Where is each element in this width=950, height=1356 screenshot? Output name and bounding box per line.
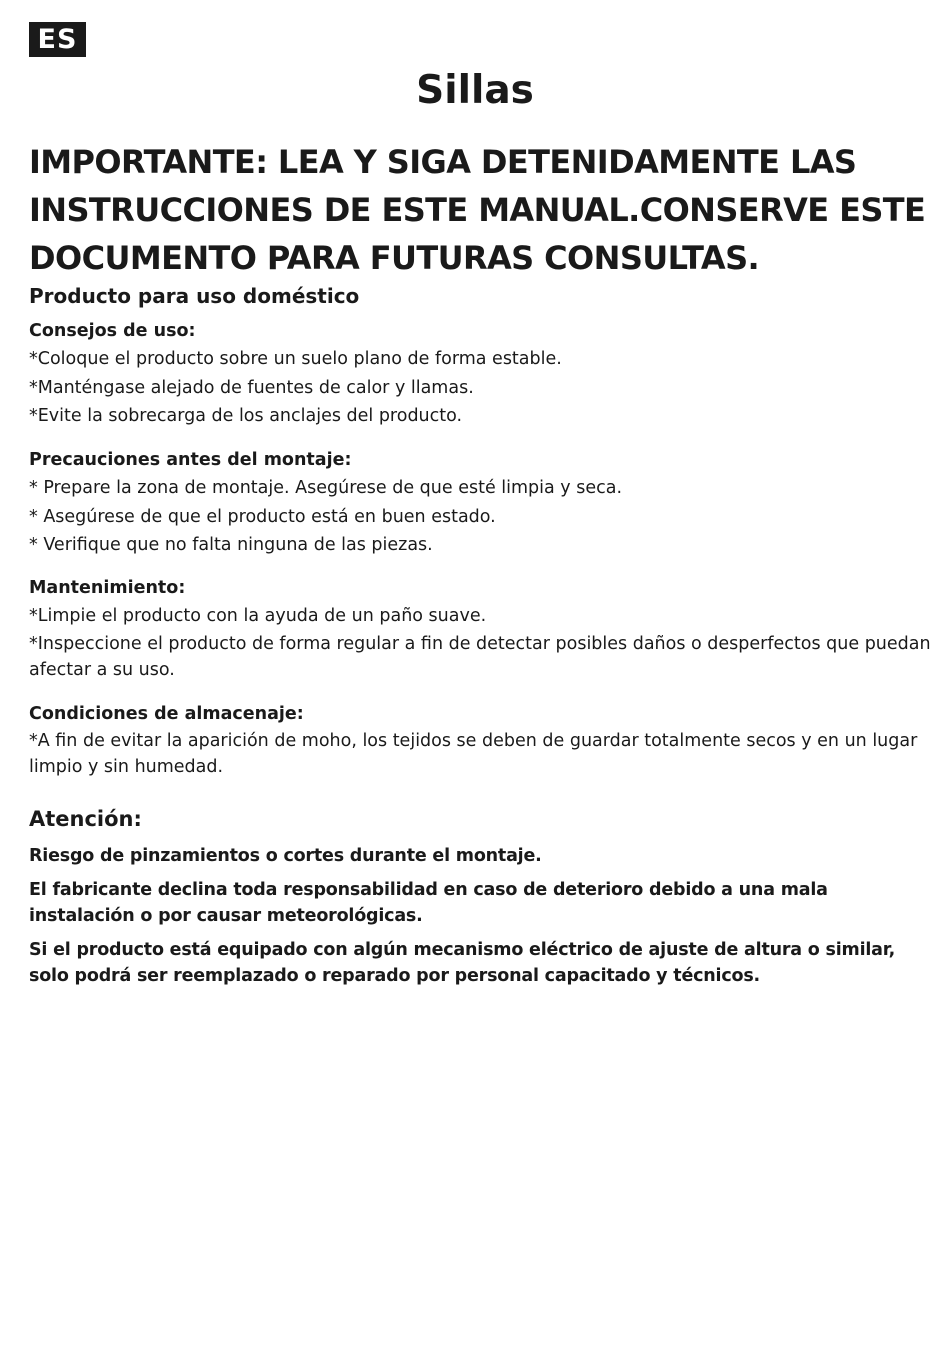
section-storage-conditions — [29, 701, 934, 780]
section-line: *Evite la sobrecarga de los anclajes del producto. — [29, 406, 463, 426]
attention-paragraph: Riesgo de pinzamientos o cortes durante el montaje. — [29, 846, 542, 866]
section-line: *Manténgase alejado de fuentes de calor y llamas. — [29, 377, 474, 398]
important-notice-line: INSTRUCCIONES DE ESTE MANUAL.CONSERVE ESTE — [29, 191, 926, 229]
section-usage-tips — [29, 318, 934, 431]
important-notice-line: IMPORTANTE: LEA Y SIGA DETENIDAMENTE LAS — [29, 143, 857, 181]
section-line: * Verifique que no falta ninguna de las piezas. — [29, 535, 433, 555]
attention-heading: Atención: — [29, 807, 142, 831]
page-title: Sillas — [416, 68, 534, 113]
section-maintenance — [29, 575, 934, 683]
section-line: *Coloque el producto sobre un suelo plano de forma estable. — [29, 349, 562, 369]
language-badge: ES — [29, 22, 86, 57]
section-line: *Inspeccione el producto de forma regular a fin de detectar posibles daños o desperfectos que puedan afectar a su uso. — [29, 633, 931, 680]
section-line: * Prepare la zona de montaje. Asegúrese de que esté limpia y seca. — [29, 478, 623, 498]
attention-paragraph: El fabricante declina toda responsabilidad en caso de deterioro debido a una mala instalación o por causar meteorológicas. — [29, 880, 828, 926]
section-heading: Consejos de uso: — [29, 321, 196, 341]
section-line: *Limpie el producto con la ayuda de un paño suave. — [29, 606, 487, 626]
important-notice — [29, 138, 934, 282]
product-use-subtitle: Producto para uso doméstico — [29, 284, 360, 308]
section-line: *A fin de evitar la aparición de moho, los tejidos se deben de guardar totalmente secos y en un lugar limpio y sin humedad. — [29, 731, 918, 777]
section-line: * Asegúrese de que el producto está en buen estado. — [29, 506, 496, 527]
section-heading: Condiciones de almacenaje: — [29, 704, 304, 724]
attention-paragraph: Si el producto está equipado con algún mecanismo eléctrico de ajuste de altura o similar, solo podrá ser reemplazado o reparado por personal capacitado y técnicos. — [29, 940, 896, 986]
section-pre-assembly-precautions — [29, 447, 934, 560]
section-heading: Precauciones antes del montaje: — [29, 450, 352, 470]
important-notice-line: DOCUMENTO PARA FUTURAS CONSULTAS. — [29, 239, 760, 277]
section-heading: Mantenimiento: — [29, 578, 186, 598]
